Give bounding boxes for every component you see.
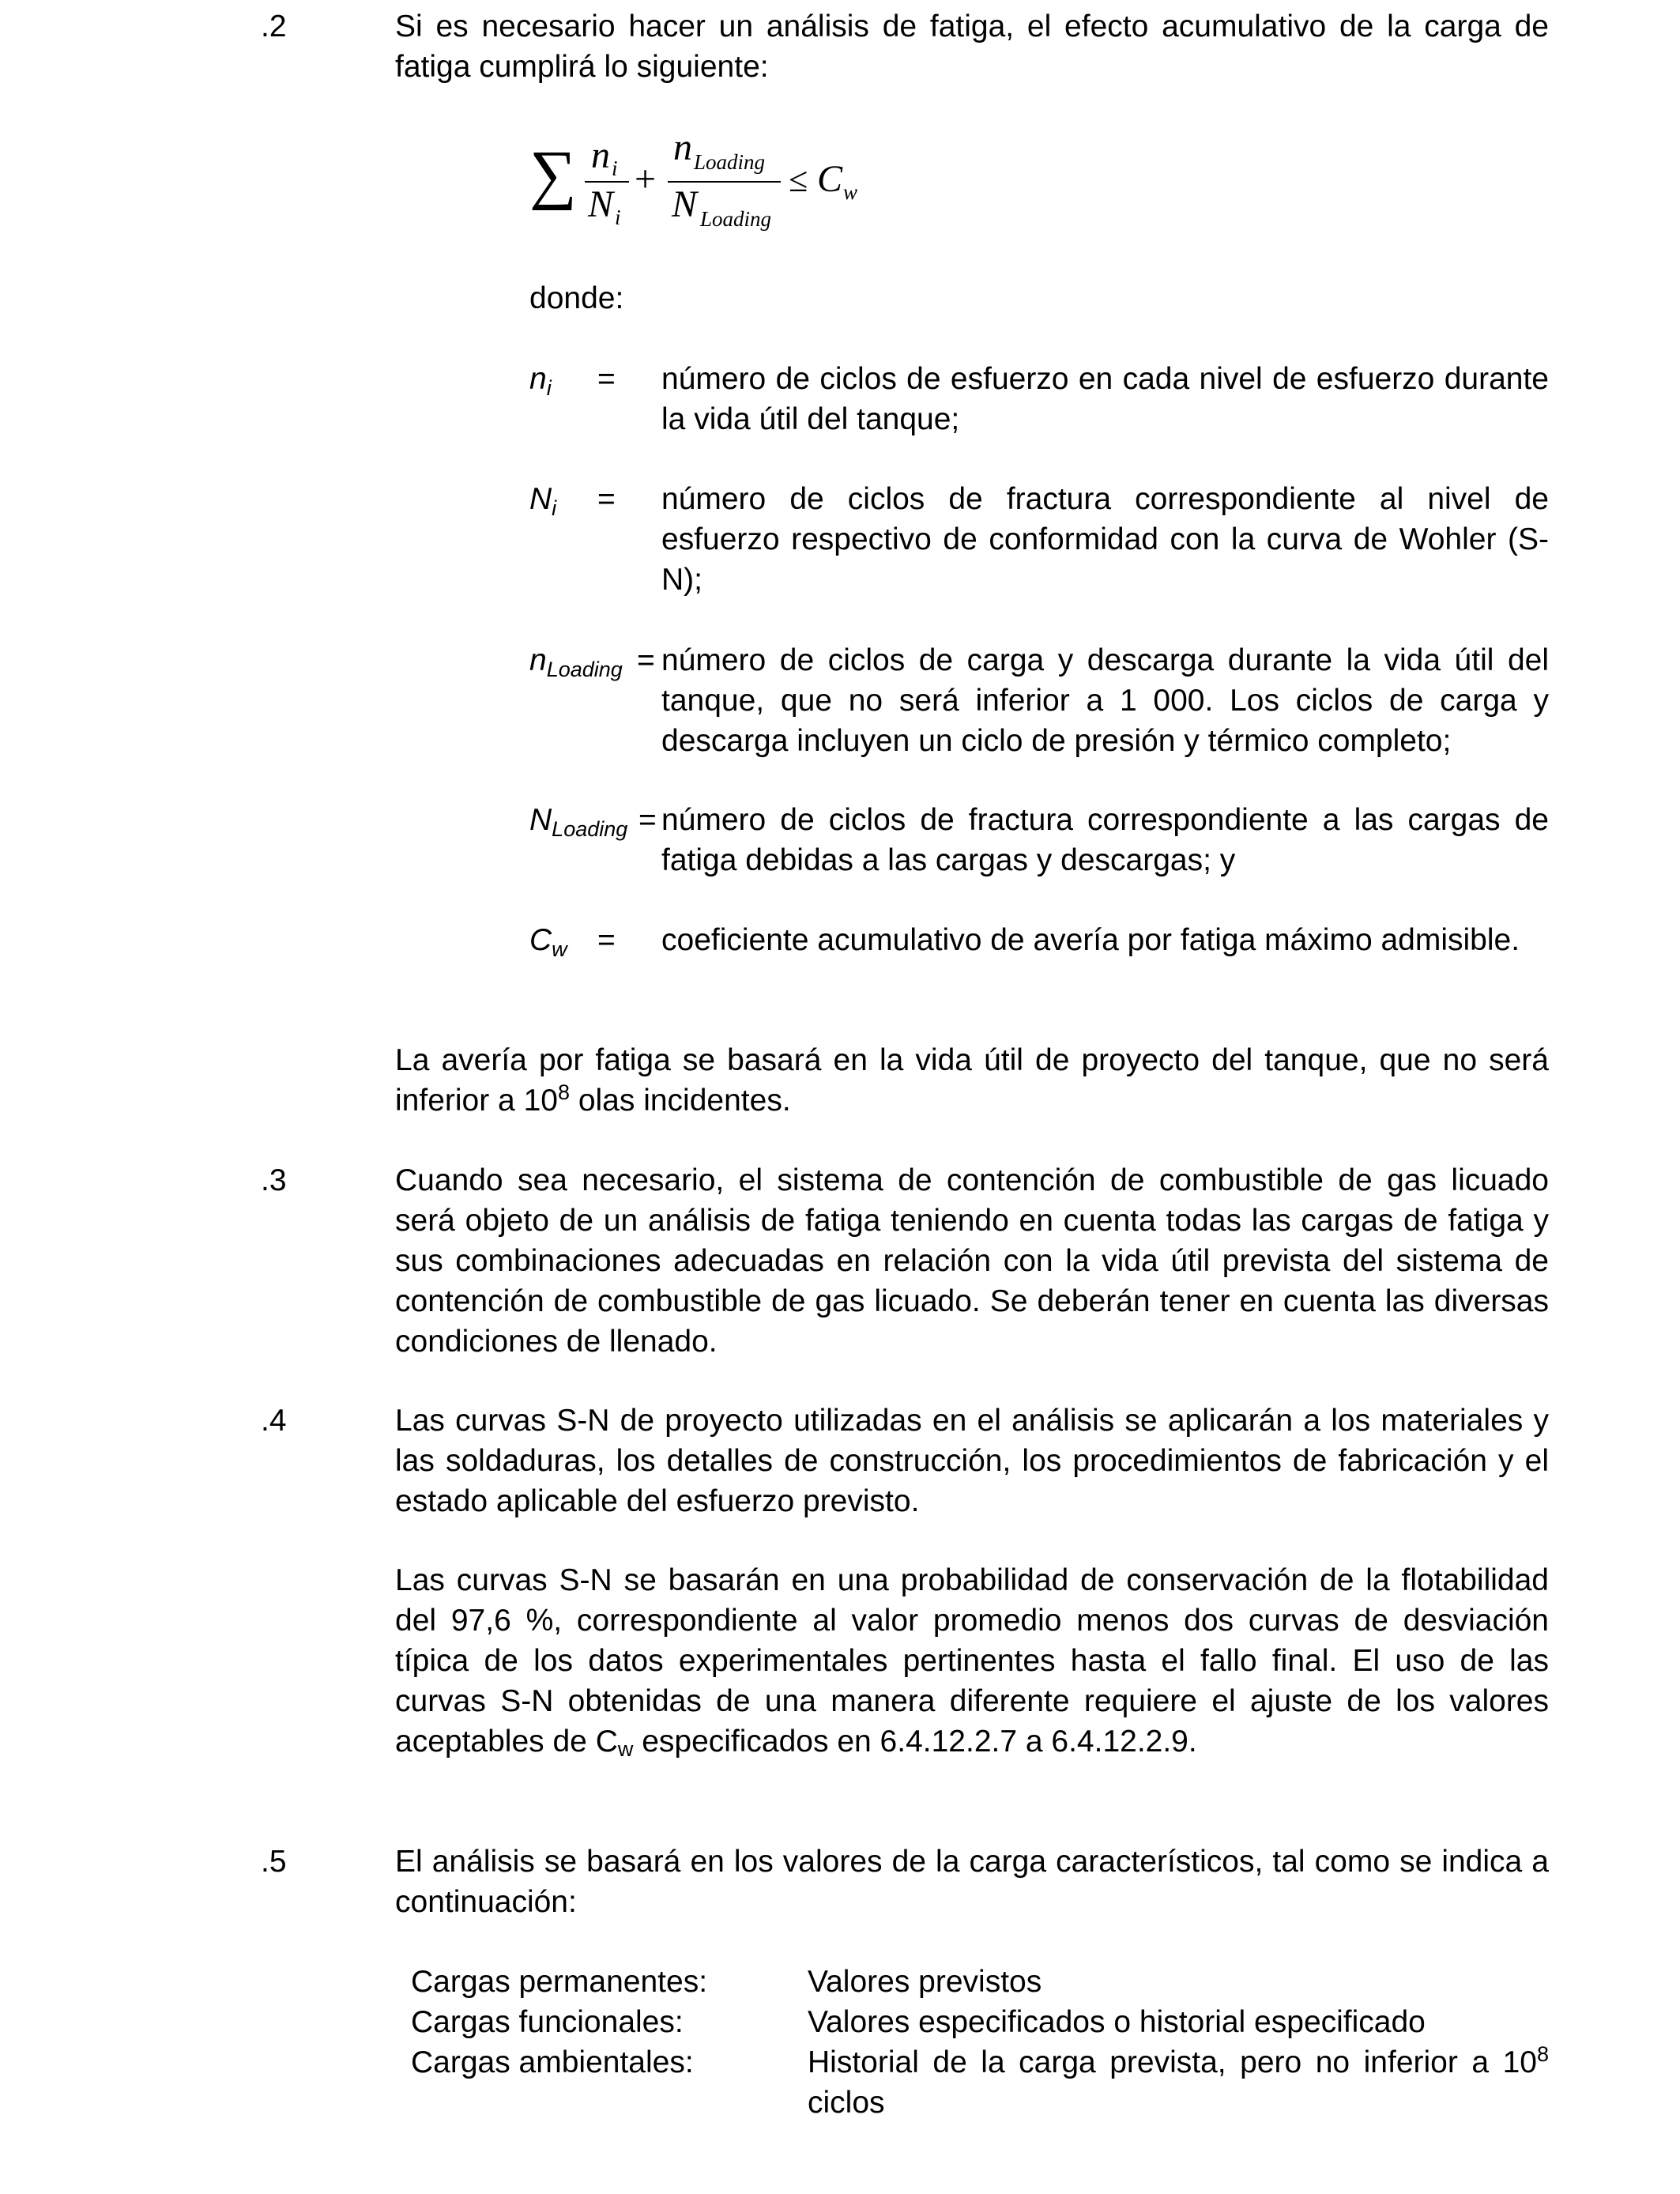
item-3-text: Cuando sea necesario, el sistema de contención de combustible de gas licuado será objeto de un análisis de fatiga teniendo en cuenta todas las cargas de fatiga y sus combinaciones adecuadas en relación con la vida útil prevista del sistema de contención de combustible de gas licuado. Se deberán tener en cuenta las diversas condiciones de llenado. (395, 1163, 1549, 1359)
item-2-closing: La avería por fatiga se basará en la vida útil de proyecto del tanque, que no será inferior a $10^8$ olas incidentes. (395, 1043, 1549, 1118)
formula-i-den-sub: i (615, 205, 621, 229)
def-text-N-loading: número de ciclos de fractura correspondiente a las cargas de fatiga debidas a las cargas y descargas; y (661, 803, 1549, 877)
load-value-permanentes: Valores previstos (808, 1965, 1042, 1999)
formula-loading-num-sub: Loading (694, 150, 766, 174)
formula-leq: ≤ (789, 160, 808, 199)
formula-w-sub: w (843, 180, 858, 204)
formula-n-loading: n (673, 126, 692, 168)
def-text-C-w: coeficiente acumulativo de avería por fatiga máximo admisible. (661, 923, 1520, 957)
def-symbol-N-loading: $N_{Loading}$ (529, 803, 628, 841)
item-number-2: .2 (261, 9, 287, 43)
formula-sigma: ∑ (529, 138, 577, 211)
item-2-intro: Si es necesario hacer un análisis de fatiga, el efecto acumulativo de la carga de fatiga cumplirá lo siguiente: (395, 9, 1549, 84)
fatigue-formula (529, 125, 893, 243)
formula-N-i-den: N (588, 183, 614, 225)
load-label-funcionales: Cargas funcionales: (411, 2005, 684, 2039)
formula-loading-den-sub: Loading (700, 207, 772, 231)
load-value-ambientales: Historial de la carga prevista, pero no inferior a $10^8$ ciclos (808, 2042, 1549, 2120)
formula-i-num-sub: i (612, 156, 618, 180)
def-equals-1: = (597, 362, 616, 396)
load-value-funcionales: Valores especificados o historial especificado (808, 2005, 1426, 2039)
load-label-permanentes: Cargas permanentes: (411, 1965, 708, 1999)
item-number-3: .3 (261, 1163, 287, 1197)
def-text-n-i: número de ciclos de esfuerzo en cada nivel de esfuerzo durante la vida útil del tanque; (661, 362, 1549, 436)
load-label-ambientales: Cargas ambientales: (411, 2045, 694, 2079)
formula-N-loading: N (672, 183, 698, 225)
def-text-n-loading: número de ciclos de carga y descarga durante la vida útil del tanque, que no será inferior a 1 000. Los ciclos de carga y descarga incluyen un ciclo de presión y térmico completo; (661, 643, 1549, 758)
item-4-text-1: Las curvas S-N de proyecto utilizadas en el análisis se aplicarán a los materiales y las soldaduras, los detalles de construcción, los procedimientos de fabricación y el estado aplicable del esfuerzo previsto. (395, 1404, 1549, 1518)
item-number-4: .4 (261, 1404, 287, 1438)
item-5-text: El análisis se basará en los valores de la carga característicos, tal como se indica a continuación: (395, 1845, 1549, 1919)
def-equals-5: = (597, 923, 616, 957)
def-equals-4: = (638, 803, 657, 837)
def-symbol-n-loading: $n_{Loading}$ (529, 643, 623, 681)
formula-plus: + (635, 158, 657, 200)
def-equals-2: = (597, 482, 616, 516)
def-equals-3: = (637, 643, 655, 677)
item-4-text-2: Las curvas S-N se basarán en una probabilidad de conservación de la flotabilidad del 97,6 %, correspondiente al valor promedio menos dos curvas de desviación típica de los datos experimentales pertinentes hasta el fallo final. El uso de las curvas S-N obtenidas de una manera diferente requiere el ajuste de los valores aceptables de $C_w$ especificados en 6.4.12.2.7 a 6.4.12.2.9. (395, 1563, 1549, 1761)
def-text-N-i: número de ciclos de fractura correspondiente al nivel de esfuerzo respectivo de conformidad con la curva de Wohler (S-N); (661, 482, 1549, 597)
formula-n-i-num: n (591, 134, 610, 176)
def-symbol-N-i: $N_i$ (529, 482, 557, 520)
formula-C: C (817, 158, 843, 200)
item-number-5: .5 (261, 1845, 287, 1879)
def-symbol-C-w: $C_w$ (529, 923, 567, 961)
donde-label: donde: (529, 281, 624, 315)
def-symbol-n-i: $n_i$ (529, 362, 552, 400)
